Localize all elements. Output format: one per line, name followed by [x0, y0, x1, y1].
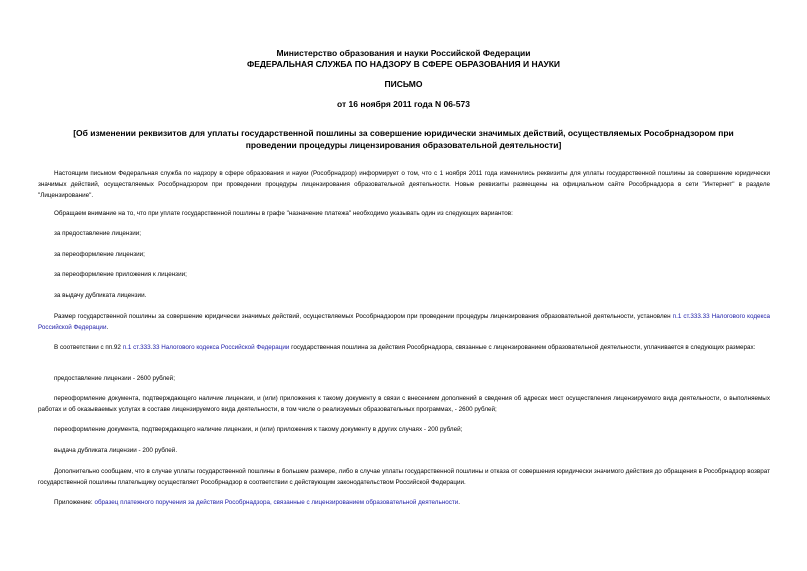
tax-code-link[interactable]: п.1 ст.333.33 Налогового кодекса Российской Федерации: [38, 313, 770, 331]
paragraph-fee-basis-end: .: [106, 324, 109, 331]
paragraph-refund: Дополнительно сообщаем, что в случае уплаты государственной пошлины в большем размере, либо в случае уплаты государственной пошлины и отказа от совершения юридически значимого действия до обращения в Рособрнадзор возврат государственной пошлины плательщику осуществляет Рособрнадзор в соответствии с действующим законодательством Российской Федерации.: [38, 468, 770, 486]
list-item-variant: за предоставление лицензии;: [54, 230, 142, 237]
fee-item-duplicate: выдача дубликата лицензии - 200 рублей.: [54, 447, 178, 454]
paragraph-payment-purpose: Обращаем внимание на то, что при уплате государственной пошлины в графе "назначение платежа" необходимо указывать один из следующих вариантов:: [54, 210, 513, 217]
fee-item-issue: предоставление лицензии - 2600 рублей;: [54, 375, 175, 382]
payment-order-sample-link[interactable]: образец платежного поручения за действия Рособрнадзора, связанные с лицензированием образовательной деятельности: [94, 499, 459, 506]
attachment-line: [54, 497, 770, 508]
paragraph-fee-basis-text: Размер государственной пошлины за совершение юридически значимых действий, осуществляемых Рособрнадзором при проведении процедуры лицензирования образовательной деятельности, установлен: [54, 313, 673, 320]
fee-item-reissue-addresses: переоформление документа, подтверждающего наличие лицензии, и (или) приложения к такому документу в связи с внесением дополнений в сведения об адресах мест осуществления лицензируемого вида деятельности, о выполняемых работах и об оказываемых услугах в составе лицензируемого вида деятельности, в том числе о реализуемых образовательных программах, - 2600 рублей;: [38, 395, 770, 413]
paragraph-fee-amounts: [38, 342, 770, 353]
list-item-variant: за переоформление приложения к лицензии;: [54, 271, 187, 278]
ministry-heading: Министерство образования и науки Российской Федерации: [276, 48, 531, 58]
list-item-variant: за переоформление лицензии;: [54, 251, 145, 258]
paragraph-intro: Настоящим письмом Федеральная служба по надзору в сфере образования и науки (Рособрнадзор) информирует о том, что с 1 ноября 2011 года изменились реквизиты для уплаты государственной пошлины за совершение юридически значимых действий, осуществляемых Рособрнадзором при проведении процедуры лицензирования образовательной деятельности. Новые реквизиты размещены на официальном сайте Рособрнадзора в сети "Интернет" в разделе "Лицензирование".: [38, 170, 770, 199]
service-heading: ФЕДЕРАЛЬНАЯ СЛУЖБА ПО НАДЗОРУ В СФЕРЕ ОБРАЗОВАНИЯ И НАУКИ: [246, 59, 561, 69]
paragraph-fee-amounts-text: государственная пошлина за действия Рособрнадзора, связанные с лицензированием образовательной деятельности, уплачивается в следующих размерах:: [289, 344, 756, 351]
document-type: ПИСЬМО: [384, 79, 423, 89]
attachment-end: .: [458, 499, 461, 506]
paragraph-fee-basis: [38, 311, 770, 333]
document-title: [Об изменении реквизитов для уплаты государственной пошлины за совершение юридически значимых действий, осуществляемых Рособрнадзором при проведении процедуры лицензирования образовательной деятельности]: [73, 128, 734, 150]
tax-code-link[interactable]: п.1 ст.333.33 Налогового кодекса Российской Федерации: [122, 344, 290, 351]
list-item-variant: за выдачу дубликата лицензии.: [54, 292, 147, 299]
paragraph-fee-amounts-start: В соответствии с пп.92: [54, 344, 123, 351]
attachment-label: Приложение:: [54, 499, 95, 506]
fee-item-reissue-other: переоформление документа, подтверждающего наличие лицензии, и (или) приложения к такому документу в других случаях - 200 рублей;: [54, 426, 463, 433]
document-date-number: от 16 ноября 2011 года N 06-573: [337, 99, 470, 109]
